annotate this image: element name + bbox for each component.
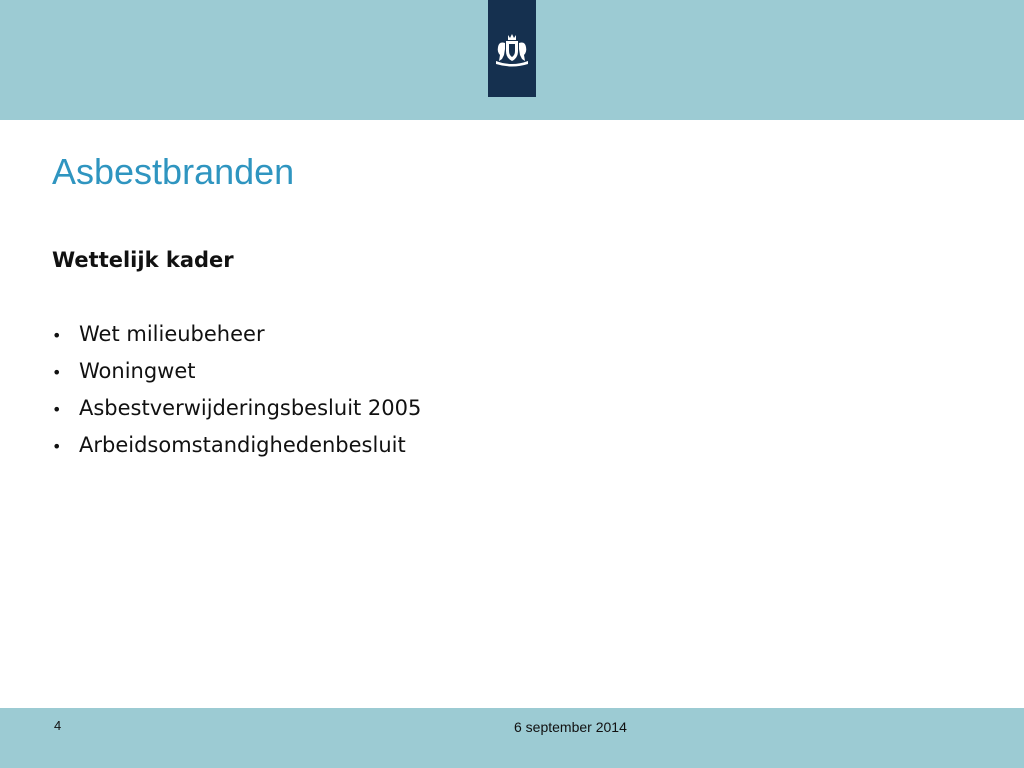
bullet-list bbox=[52, 317, 421, 465]
footer-band bbox=[0, 708, 1024, 768]
government-logo bbox=[488, 0, 536, 97]
list-item-text: Asbestverwijderingsbesluit 2005 bbox=[79, 396, 422, 420]
slide-title: Asbestbranden bbox=[52, 151, 295, 192]
coat-of-arms-icon bbox=[490, 31, 534, 67]
slide-subheading: Wettelijk kader bbox=[52, 248, 234, 272]
page-number: 4 bbox=[54, 718, 62, 733]
list-item bbox=[52, 428, 421, 465]
list-item-text: Woningwet bbox=[79, 359, 196, 383]
header-band bbox=[0, 0, 1024, 120]
list-item bbox=[52, 317, 421, 354]
footer-date: 6 september 2014 bbox=[514, 719, 627, 735]
list-item bbox=[52, 354, 421, 391]
list-item-text: Wet milieubeheer bbox=[79, 322, 265, 346]
bullet-icon: • bbox=[52, 437, 62, 456]
list-item-text: Arbeidsomstandighedenbesluit bbox=[79, 433, 406, 457]
bullet-icon: • bbox=[52, 400, 62, 419]
bullet-icon: • bbox=[52, 326, 62, 345]
list-item bbox=[52, 391, 421, 428]
bullet-icon: • bbox=[52, 363, 62, 382]
